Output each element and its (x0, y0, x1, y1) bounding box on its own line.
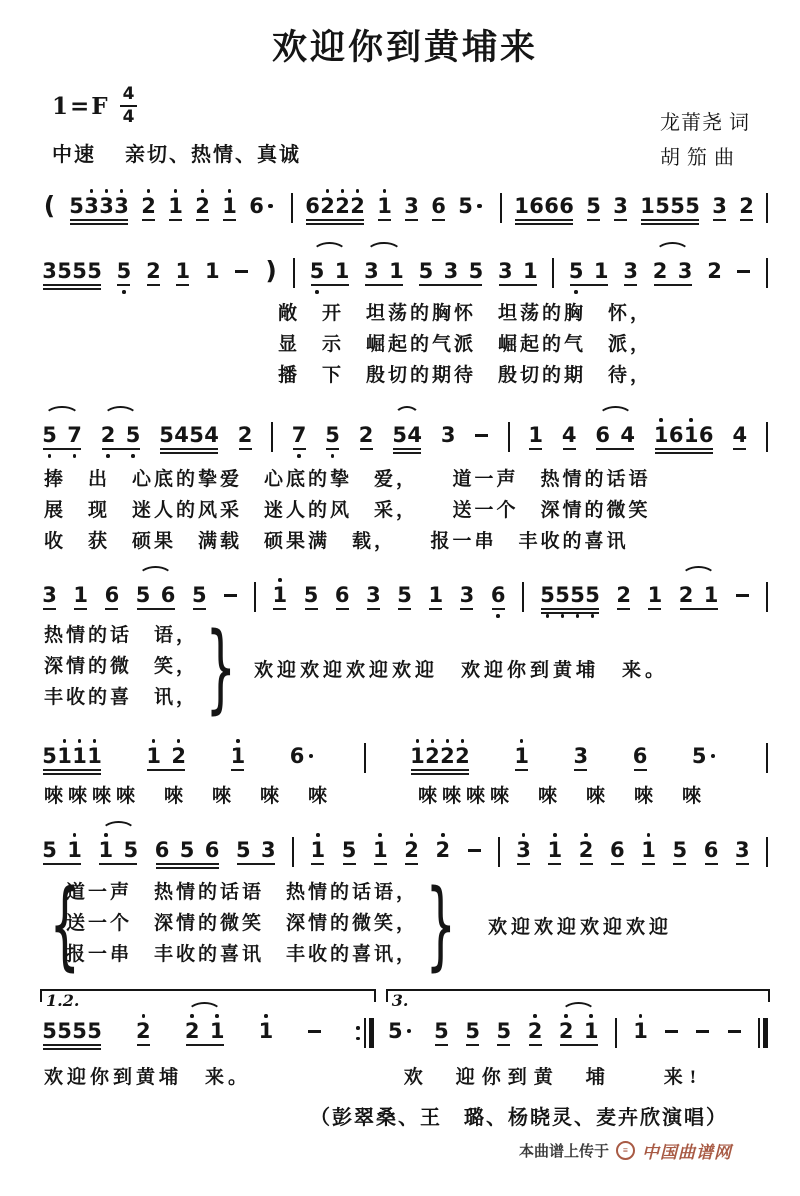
note-group: 3 (404, 186, 419, 229)
note-group: 2 (528, 1011, 543, 1054)
lyric-line: 送一个 深情的微笑 深情的微笑， (66, 913, 419, 934)
note-group: 1 6 1 6 (654, 415, 714, 458)
note-group: 5 1 (42, 830, 82, 873)
note-group (727, 1011, 742, 1054)
note-group: 3 (516, 830, 531, 873)
note-group: 1 5 5 5 (640, 186, 700, 229)
volta-label: 3. (391, 991, 409, 1010)
music-system-3 (40, 415, 770, 458)
note-group: 1 (514, 736, 529, 779)
watermark (40, 1138, 770, 1163)
score-meta (40, 84, 770, 176)
note-group: 6 (431, 186, 446, 229)
note-group: 2 (739, 186, 754, 229)
barline (522, 582, 524, 612)
note-group (467, 830, 482, 873)
note-group: 1 (272, 575, 287, 618)
note-group: 2 1 (185, 1011, 225, 1054)
note-group: 5 (692, 736, 722, 779)
left-brace: { (49, 869, 81, 981)
barline (552, 258, 554, 288)
verse-lyrics-1 (278, 298, 770, 391)
note-group: 1 (310, 830, 325, 873)
note-group: 4 (562, 415, 577, 458)
final-barline (758, 1018, 768, 1048)
note-group: 2 (435, 830, 450, 873)
barline (766, 193, 768, 223)
volta-3 (386, 989, 770, 1089)
barline (615, 1018, 617, 1048)
barline (500, 193, 502, 223)
lyric-line: 道一声 热情的话语 热情的话语， (66, 882, 419, 903)
note-group (234, 251, 249, 294)
barline (498, 837, 500, 867)
note-group: 4 (732, 415, 747, 458)
note-group: 2 1 (559, 1011, 599, 1054)
verse3-main-lyric: 欢迎欢迎欢迎欢迎 (488, 916, 673, 938)
lyric-line: 深情的微 笑， (44, 656, 199, 677)
note-group: 2 (707, 259, 722, 283)
barline (291, 193, 293, 223)
ending-lyric-3: 欢 迎你到黄 埔 来! (403, 1067, 704, 1088)
lyric-line: 捧 出 心底的挚爱 心底的挚 爱， 道一声 热情的话语 (44, 469, 651, 490)
note-group: 1 (73, 575, 88, 618)
right-brace: } (205, 612, 237, 724)
note-group: 2 (141, 186, 156, 229)
note-group: 3 (366, 575, 381, 618)
note-group: 5 (586, 186, 601, 229)
note-group: 6 2 2 2 (305, 186, 365, 229)
lyric-line: 敞 开 坦荡的胸怀 坦荡的胸 怀， (278, 303, 653, 324)
note-group: 5 (496, 1011, 511, 1054)
note-group: 1 6 6 6 (514, 186, 574, 229)
barline (766, 422, 768, 452)
lai-lyrics (44, 781, 770, 808)
music-system-1 (40, 186, 770, 229)
note-group: 6 (249, 186, 279, 229)
barline (364, 743, 366, 773)
note-group: 5 (342, 830, 357, 873)
note-group: 3 (42, 575, 57, 618)
note-group: 1 (641, 830, 656, 873)
note-group: 2 (238, 415, 253, 458)
note-group: 5 (672, 830, 687, 873)
note-group: 3 (613, 186, 628, 229)
expression-marking: 亲切、热情、真诚 (125, 144, 301, 166)
key-signature (52, 84, 301, 128)
note-group: 5 5 5 5 (42, 1011, 102, 1054)
note-group: 5 3 3 3 (69, 186, 129, 229)
note-group: 1 2 2 2 (410, 736, 470, 779)
lyric-line: 唻唻唻唻 唻 唻 唻 唻 (418, 786, 707, 807)
lyric-line: 播 下 殷切的期待 殷切的期 待， (278, 365, 653, 386)
note-group (307, 1011, 322, 1054)
right-brace: } (425, 869, 457, 981)
barline (271, 422, 273, 452)
tempo-text: 中速 (52, 144, 96, 166)
note-group (664, 1011, 679, 1054)
performers-credit: （彭翠桑、王 璐、杨晓灵、麦卉欣演唱） (310, 1107, 728, 1129)
note-group: 1 (230, 736, 245, 779)
refrain-left-column (44, 620, 198, 716)
verse-lyrics-3 (44, 869, 770, 981)
song-title: 欢迎你到黄埔来 (271, 28, 538, 67)
note-group (695, 1011, 710, 1054)
note-group: 5 (388, 1011, 418, 1054)
note-group: 2 (146, 251, 161, 294)
refrain-lyrics-1 (44, 612, 770, 724)
note-group: 5 1 (310, 251, 350, 294)
note-group: 1 5 (98, 830, 138, 873)
note-group: 3 (440, 423, 456, 447)
note-group: 2 (579, 830, 594, 873)
site-name: 中国曲谱网 (642, 1143, 732, 1162)
note-group: 2 (359, 415, 374, 458)
volta-1-2 (40, 989, 376, 1089)
note-group: 3 (623, 251, 638, 294)
lyric-line: 报一串 丰收的喜讯 丰收的喜讯， (66, 944, 419, 965)
note-group: 5 (397, 575, 412, 618)
note-group: ) (265, 256, 277, 285)
note-group: 1 (373, 830, 388, 873)
barline (508, 422, 510, 452)
verse3-column (66, 877, 418, 973)
meter-numerator: 4 (120, 86, 138, 107)
music-system-4 (40, 575, 770, 618)
note-group: 6 (491, 575, 506, 618)
note-group: 2 5 (101, 415, 141, 458)
upload-prefix: 本曲谱上传于 (518, 1143, 609, 1160)
barline (766, 837, 768, 867)
note-group: 5 (325, 415, 340, 458)
note-group: 5 4 (392, 415, 422, 458)
note-group (735, 575, 750, 618)
note-group: 5 1 (569, 251, 609, 294)
note-group: 1 (258, 1011, 273, 1054)
lyric-line: 热情的话 语， (44, 625, 199, 646)
note-group: 5 (434, 1011, 449, 1054)
note-group: 3 (735, 830, 750, 873)
note-group: 2 (616, 575, 631, 618)
note-group: 6 (290, 736, 320, 779)
meter-fraction (120, 86, 138, 126)
composer-credit: 胡 笳 曲 (660, 147, 735, 169)
ending-lyric-12: 欢迎你到黄埔 来。 (44, 1067, 252, 1088)
note-group: 5 4 5 4 (159, 415, 219, 458)
note-group: 5 3 (236, 830, 276, 873)
lyric-line: 唻唻唻唻 唻 唻 唻 唻 (44, 786, 333, 807)
note-group: 1 (377, 186, 392, 229)
note-group: 3 1 (498, 251, 538, 294)
lyric-line: 丰收的喜 讯， (44, 687, 199, 708)
note-group: 1 (222, 186, 237, 229)
note-group: 5 5 5 5 (540, 575, 600, 618)
note-group: 1 (175, 251, 190, 294)
barline (254, 582, 256, 612)
note-group (474, 415, 489, 458)
refrain-main-lyric: 欢迎欢迎欢迎欢迎 欢迎你到黄埔 来。 (254, 659, 669, 681)
lyricist-credit: 龙莆尧 词 (660, 112, 750, 134)
key-text: 1=F (52, 92, 110, 120)
note-group: 6 (104, 575, 119, 618)
site-logo-icon: ≡ (616, 1141, 635, 1160)
note-group (736, 251, 751, 294)
barline (766, 743, 768, 773)
note-group: 5 6 (136, 575, 176, 618)
note-group: 1 (204, 259, 220, 283)
note-group: 3 5 5 5 (42, 251, 102, 294)
note-group: 3 1 (364, 251, 404, 294)
lyric-line: 显 示 崛起的气派 崛起的气 派， (278, 334, 653, 355)
barline (293, 258, 295, 288)
note-group: 7 (292, 415, 307, 458)
note-group: 5 (458, 186, 488, 229)
lyric-line: 收 获 硕果 满载 硕果满 载， 报一串 丰收的喜讯 (44, 531, 629, 552)
note-group: 6 4 (595, 415, 635, 458)
barline (292, 837, 294, 867)
lyric-line: 展 现 迷人的风采 迷人的风 采， 送一个 深情的微笑 (44, 500, 651, 521)
note-group: 2 3 (653, 251, 693, 294)
note-group: 1 (647, 575, 662, 618)
music-system-6 (40, 830, 770, 873)
note-group: 2 1 (679, 575, 719, 618)
note-group: 6 (633, 736, 648, 779)
barline (766, 582, 768, 612)
note-group: 1 (528, 415, 543, 458)
note-group: 5 3 5 (418, 251, 483, 294)
note-group: 5 7 (42, 415, 82, 458)
note-group: 2 (136, 1011, 151, 1054)
note-group: 6 (335, 575, 350, 618)
note-group: 3 (459, 575, 474, 618)
note-group: 6 5 6 (155, 830, 220, 873)
repeat-barline (356, 1018, 374, 1048)
music-system-ending-12 (40, 1011, 376, 1054)
note-group: 2 (404, 830, 419, 873)
note-group: 5 (116, 251, 131, 294)
note-group: 1 (547, 830, 562, 873)
note-group: 1 (633, 1011, 648, 1054)
music-system-2 (40, 251, 770, 294)
note-group: 5 (465, 1011, 480, 1054)
note-group: 3 (573, 736, 588, 779)
tempo-marking (52, 138, 301, 167)
note-group: 1 (428, 575, 443, 618)
music-system-ending-3 (386, 1011, 770, 1054)
music-system-5 (40, 736, 770, 779)
note-group: 5 1 1 1 (42, 736, 102, 779)
note-group: ( (43, 191, 56, 220)
note-group: 1 2 (146, 736, 186, 779)
final-line (40, 989, 770, 1089)
credits (660, 106, 770, 176)
note-group: 6 (704, 830, 719, 873)
note-group: 5 (192, 575, 207, 618)
note-group: 6 (610, 830, 625, 873)
barline (766, 258, 768, 288)
volta-label: 1.2. (46, 991, 80, 1010)
note-group: 5 (304, 575, 319, 618)
meter-denominator: 4 (122, 107, 135, 127)
verse-lyrics-2 (44, 464, 770, 557)
note-group: 3 (712, 186, 727, 229)
note-group: 1 (168, 186, 183, 229)
key-and-tempo (40, 84, 301, 167)
note-group: 2 (195, 186, 210, 229)
